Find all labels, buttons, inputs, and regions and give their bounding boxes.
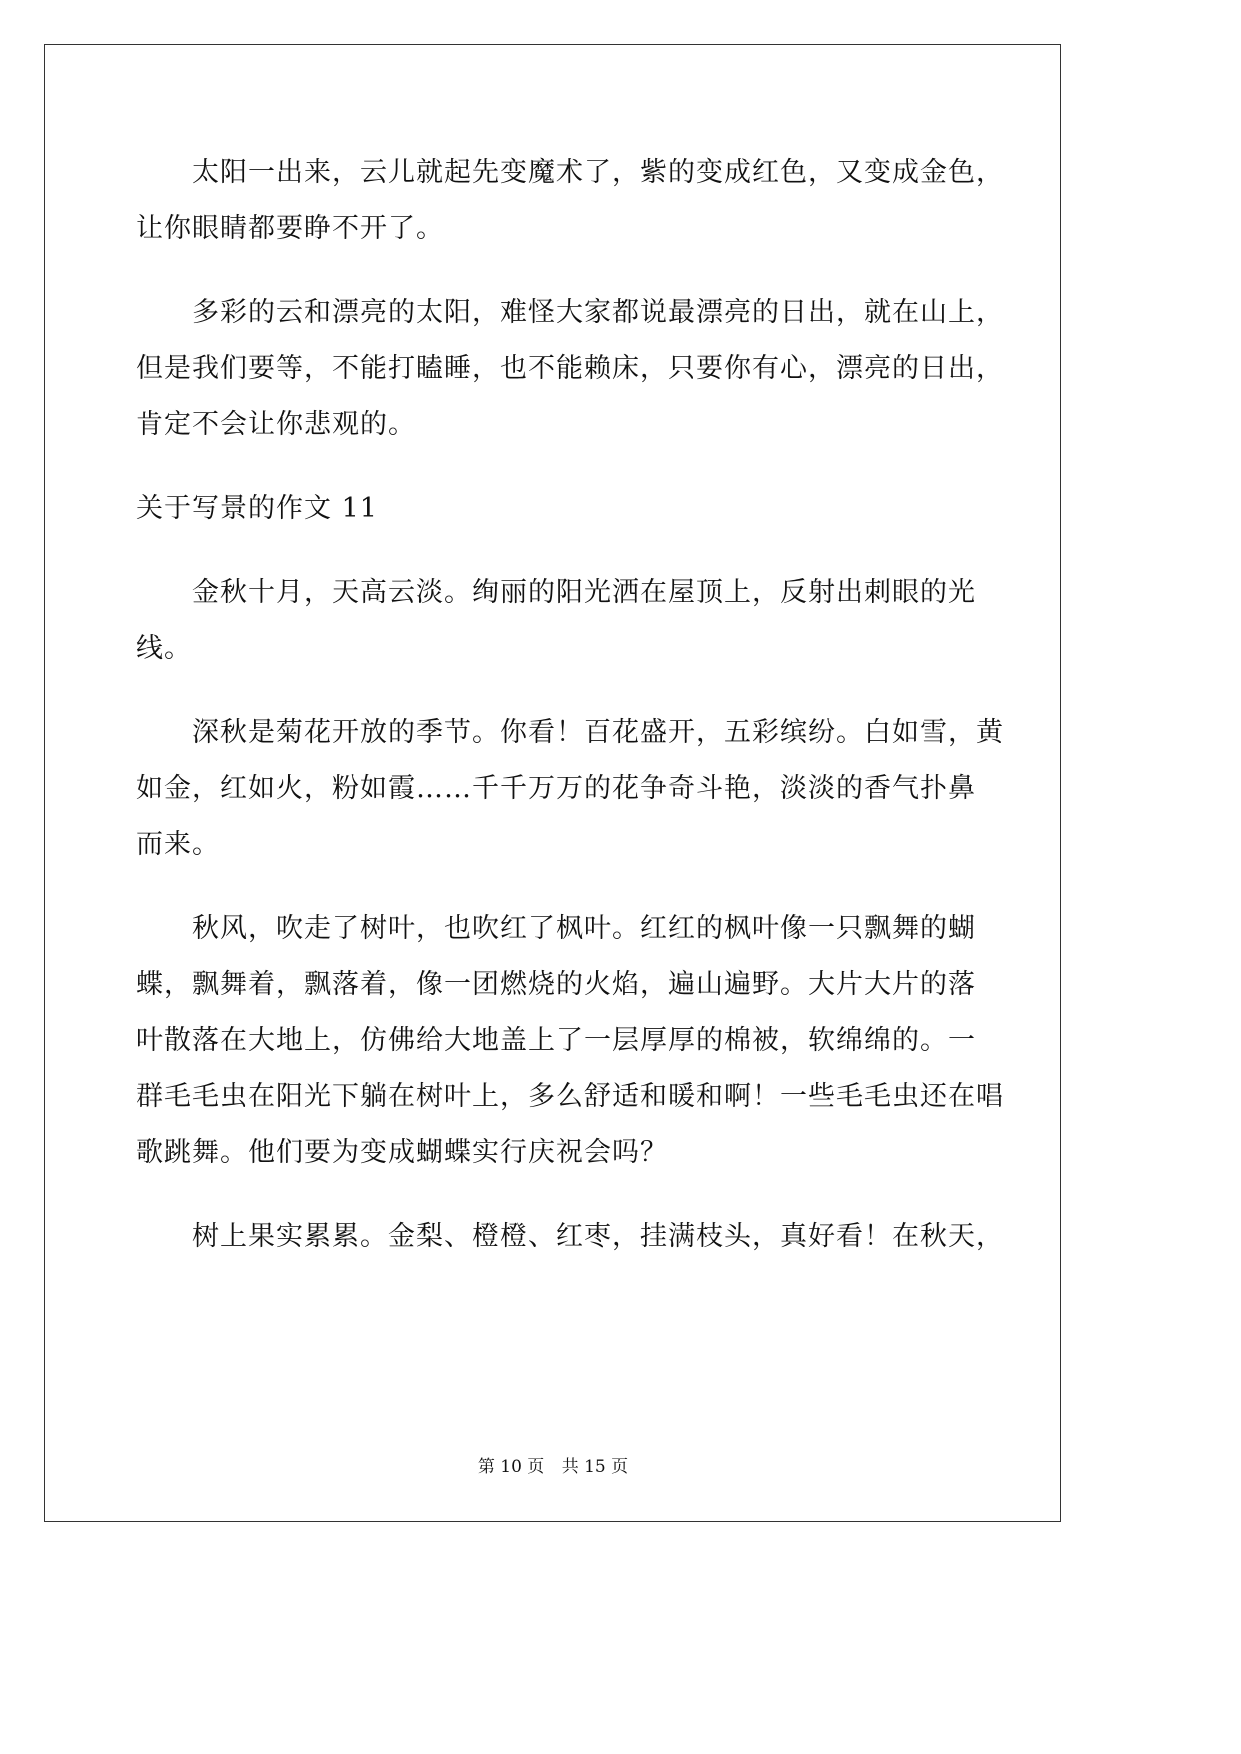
paragraph-line: 秋风，吹走了树叶，也吹红了枫叶。红红的枫叶像一只飘舞的蝴 [192,913,976,944]
paragraph-line: 太阳一出来，云儿就起先变魔术了，紫的变成红色，又变成金色， [192,157,1004,188]
paragraph-line: 让你眼睛都要睁不开了。 [136,213,444,244]
paragraph-line: 线。 [136,633,192,664]
paragraph-line: 但是我们要等，不能打瞌睡，也不能赖床，只要你有心，漂亮的日出， [136,353,1004,384]
paragraph-line: 而来。 [136,829,220,860]
paragraph-line: 如金，红如火，粉如霞……千千万万的花争奇斗艳，淡淡的香气扑鼻 [136,773,976,804]
paragraph-line: 蝶，飘舞着，飘落着，像一团燃烧的火焰，遍山遍野。大片大片的落 [136,969,976,1000]
paragraph-line: 多彩的云和漂亮的太阳，难怪大家都说最漂亮的日出，就在山上， [192,297,1004,328]
page-number: 第 10 页 [477,1457,545,1477]
page-total: 共 15 页 [561,1457,629,1477]
paragraph-line: 群毛毛虫在阳光下躺在树叶上，多么舒适和暖和啊！一些毛毛虫还在唱 [136,1081,1004,1112]
paragraph-line: 叶散落在大地上，仿佛给大地盖上了一层厚厚的棉被，软绵绵的。一 [136,1025,976,1056]
paragraph-line: 肯定不会让你悲观的。 [136,409,416,440]
paragraph-line: 深秋是菊花开放的季节。你看！百花盛开，五彩缤纷。白如雪，黄 [192,717,1004,748]
section-heading: 关于写景的作文 11 [136,493,378,524]
paragraph-line: 树上果实累累。金梨、橙橙、红枣，挂满枝头，真好看！在秋天， [192,1221,1004,1252]
document-body [136,145,1004,1265]
paragraph-line: 歌跳舞。他们要为变成蝴蝶实行庆祝会吗？ [136,1137,668,1168]
page-footer [0,1452,1106,1477]
paragraph-line: 金秋十月，天高云淡。绚丽的阳光洒在屋顶上，反射出刺眼的光 [192,577,976,608]
